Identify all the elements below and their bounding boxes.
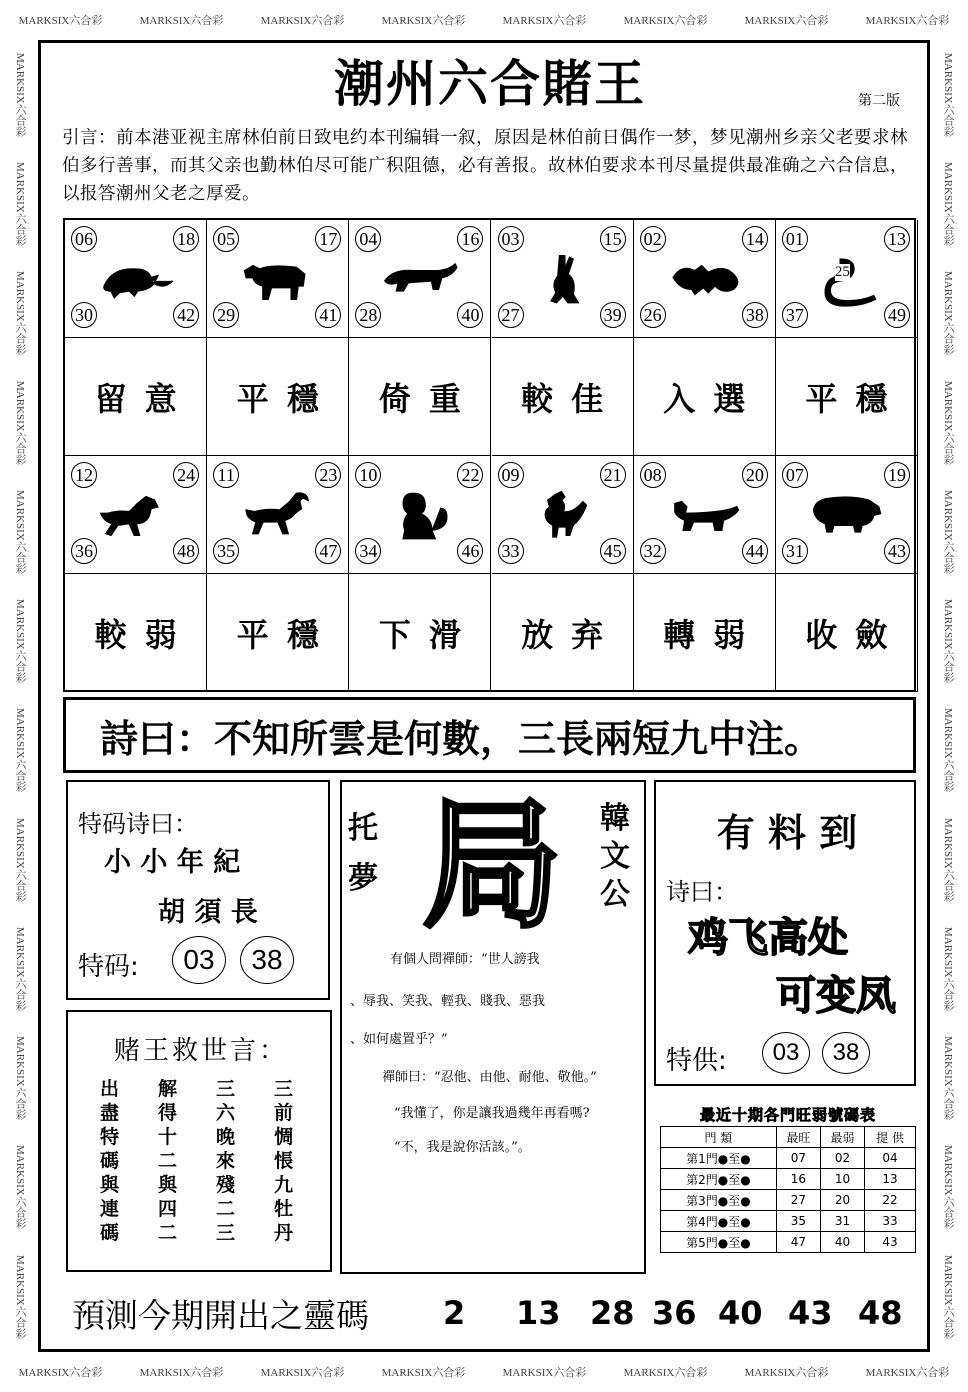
watermark-text: MARKSIX六合彩	[623, 1367, 708, 1379]
zodiac-status: 轉弱	[634, 574, 776, 692]
zodiac-number: 11	[213, 462, 239, 488]
zodiac-number: 31	[782, 538, 808, 564]
zodiac-cell	[492, 220, 634, 338]
saving-words-char: 悵	[274, 1150, 294, 1172]
zodiac-number: 39	[600, 302, 626, 328]
prediction-number: 40	[718, 1294, 763, 1332]
zodiac-number: 14	[742, 226, 768, 252]
history-cell: 10	[820, 1169, 864, 1190]
zodiac-cell	[634, 456, 776, 574]
saving-words-char: 晚	[216, 1126, 236, 1148]
supply-code-ball: 03	[762, 1032, 810, 1074]
history-row	[661, 1190, 916, 1211]
history-row	[661, 1169, 916, 1190]
watermark-text: MARKSIX六合彩	[14, 1145, 26, 1229]
zodiac-cell	[207, 220, 349, 338]
watermark-band-bottom	[0, 1352, 968, 1392]
right-poem-label: 诗曰：	[666, 878, 738, 906]
watermark-text: MARKSIX六合彩	[744, 1367, 829, 1379]
zodiac-number: 01	[782, 226, 808, 252]
center-story-box	[340, 780, 646, 1274]
saving-words-char: 連	[100, 1198, 120, 1220]
zodiac-cell	[207, 456, 349, 574]
watermark-text: MARKSIX六合彩	[502, 15, 587, 27]
saving-words-char: 三	[216, 1078, 236, 1100]
saving-words-char: 與	[100, 1174, 120, 1196]
saving-words-char: 出	[100, 1078, 120, 1100]
saving-words-char: 殘	[216, 1174, 236, 1196]
special-poem-box	[66, 780, 330, 1000]
zodiac-number: 08	[640, 462, 666, 488]
watermark-text: MARKSIX六合彩	[260, 1367, 345, 1379]
prediction-number: 28	[590, 1294, 635, 1332]
zodiac-number: 29	[213, 302, 239, 328]
watermark-text: MARKSIX六合彩	[942, 1145, 954, 1229]
horse-icon	[96, 488, 176, 544]
rabbit-icon	[523, 252, 603, 308]
history-cell: 33	[865, 1211, 916, 1232]
zodiac-cell	[776, 220, 918, 338]
watermark-text: MARKSIX六合彩	[744, 15, 829, 27]
zodiac-number: 36	[71, 538, 97, 564]
history-header: 最旺	[776, 1127, 820, 1148]
watermark-text: MARKSIX六合彩	[942, 1036, 954, 1120]
watermark-text: MARKSIX六合彩	[865, 15, 950, 27]
zodiac-number: 04	[355, 226, 381, 252]
zodiac-number: 23	[315, 462, 341, 488]
saving-words-title: 赌王救世言：	[113, 1036, 288, 1066]
zodiac-number: 37	[782, 302, 808, 328]
zodiac-cell	[349, 220, 491, 338]
saving-words-char: 得	[158, 1102, 178, 1124]
zodiac-number: 40	[457, 302, 483, 328]
prediction-number: 48	[858, 1294, 903, 1332]
history-cell: 第1門●至●	[661, 1148, 777, 1169]
zodiac-number: 17	[315, 226, 341, 252]
watermark-band-left	[0, 40, 40, 1351]
history-header: 提 供	[865, 1127, 916, 1148]
zodiac-status: 較弱	[65, 574, 207, 692]
watermark-text: MARKSIX六合彩	[942, 162, 954, 246]
watermark-text: MARKSIX六合彩	[942, 271, 954, 355]
zodiac-number: 35	[213, 538, 239, 564]
saving-words-char: 二	[158, 1150, 178, 1172]
zodiac-grid	[63, 218, 916, 692]
saving-words-char: 解	[158, 1078, 178, 1100]
watermark-text: MARKSIX六合彩	[14, 489, 26, 574]
zodiac-number: 24	[173, 462, 199, 488]
saving-words-char: 二	[158, 1222, 178, 1244]
zodiac-number: 21	[600, 462, 626, 488]
prediction-number: 2	[443, 1294, 466, 1332]
history-cell: 第4門●至●	[661, 1211, 777, 1232]
zodiac-number: 26	[640, 302, 666, 328]
zodiac-number: 32	[640, 538, 666, 564]
zodiac-status: 入選	[634, 338, 776, 456]
watermark-band-top	[0, 0, 968, 40]
saving-words-char: 來	[216, 1150, 236, 1172]
history-cell: 20	[820, 1190, 864, 1211]
watermark-text: MARKSIX六合彩	[14, 380, 26, 465]
watermark-text: MARKSIX六合彩	[14, 162, 26, 246]
supply-code-ball: 38	[822, 1032, 870, 1074]
right-poem-line2: 可变凤	[776, 973, 896, 1019]
special-code-ball: 03	[172, 936, 226, 984]
history-cell: 07	[776, 1148, 820, 1169]
history-cell: 04	[865, 1148, 916, 1169]
prediction-label: 預測今期開出之靈碼	[72, 1296, 369, 1335]
saving-words-char: 十	[158, 1126, 178, 1148]
zodiac-number: 33	[498, 538, 524, 564]
watermark-text: MARKSIX六合彩	[942, 817, 954, 902]
zodiac-number: 22	[457, 462, 483, 488]
center-right-text: 韓 文 公	[600, 801, 630, 912]
story-line: “不，我是說你活該。”。	[394, 1140, 531, 1155]
special-poem-line2: 胡 須 長	[158, 897, 258, 928]
zodiac-number: 45	[600, 538, 626, 564]
history-cell: 16	[776, 1169, 820, 1190]
watermark-text: MARKSIX六合彩	[942, 1254, 954, 1339]
saving-words-char: 前	[274, 1102, 294, 1124]
zodiac-number: 19	[884, 462, 910, 488]
right-headline: 有 料 到	[716, 811, 858, 855]
zodiac-number: 48	[173, 538, 199, 564]
zodiac-cell	[349, 456, 491, 574]
watermark-text: MARKSIX六合彩	[381, 1367, 466, 1379]
watermark-text: MARKSIX六合彩	[18, 1367, 103, 1379]
zodiac-cell	[634, 220, 776, 338]
history-title: 最近十期各門旺弱號碼表	[699, 1106, 876, 1124]
watermark-text: MARKSIX六合彩	[260, 15, 345, 27]
zodiac-number: 47	[315, 538, 341, 564]
supply-label: 特供:	[666, 1046, 727, 1076]
zodiac-number: 05	[213, 226, 239, 252]
history-header: 門 類	[661, 1127, 777, 1148]
zodiac-number: 03	[498, 226, 524, 252]
prediction-number: 43	[788, 1294, 833, 1332]
watermark-text: MARKSIX六合彩	[942, 599, 954, 683]
zodiac-number: 49	[884, 302, 910, 328]
saving-words-char: 二	[216, 1198, 236, 1220]
zodiac-status: 平穩	[207, 338, 349, 456]
pig-icon	[807, 488, 887, 544]
zodiac-number: 07	[782, 462, 808, 488]
zodiac-number: 34	[355, 538, 381, 564]
watermark-text: MARKSIX六合彩	[14, 599, 26, 683]
watermark-text: MARKSIX六合彩	[942, 52, 954, 137]
zodiac-number: 12	[71, 462, 97, 488]
watermark-text: MARKSIX六合彩	[942, 926, 954, 1011]
zodiac-number: 06	[71, 226, 97, 252]
story-line: “我懂了，你是讓我過幾年再看嗎?	[394, 1106, 590, 1121]
saving-words-char: 惆	[274, 1126, 294, 1148]
history-cell: 13	[865, 1169, 916, 1190]
special-poem-line1: 小 小 年 紀	[104, 847, 241, 878]
zodiac-status: 留意	[65, 338, 207, 456]
right-poem-line1: 鸡飞高处	[688, 915, 848, 961]
watermark-band-right	[928, 40, 968, 1351]
zodiac-status: 平穩	[776, 338, 918, 456]
zodiac-number: 10	[355, 462, 381, 488]
watermark-text: MARKSIX六合彩	[623, 15, 708, 27]
edition-label: 第二版	[858, 93, 900, 109]
zodiac-status: 倚重	[349, 338, 491, 456]
history-cell: 27	[776, 1190, 820, 1211]
history-row	[661, 1232, 916, 1253]
history-table-wrap	[660, 1126, 916, 1253]
zodiac-cell	[65, 220, 207, 338]
monkey-icon	[380, 488, 460, 544]
center-big-char: 局	[422, 784, 563, 948]
history-cell: 22	[865, 1190, 916, 1211]
watermark-text: MARKSIX六合彩	[942, 380, 954, 465]
watermark-text: MARKSIX六合彩	[942, 489, 954, 574]
history-cell: 第3門●至●	[661, 1190, 777, 1211]
zodiac-cell	[776, 456, 918, 574]
special-poem-label: 特码诗曰：	[78, 810, 198, 838]
zodiac-status: 下滑	[349, 574, 491, 692]
story-line: 、辱我、笑我、輕我、賤我、惡我	[350, 994, 546, 1009]
watermark-text: MARKSIX六合彩	[14, 52, 26, 137]
saving-words-char: 碼	[100, 1222, 120, 1244]
history-cell: 35	[776, 1211, 820, 1232]
zodiac-status: 放弃	[492, 574, 634, 692]
zodiac-number: 46	[457, 538, 483, 564]
watermark-text: MARKSIX六合彩	[14, 1036, 26, 1120]
zodiac-extra-number: 25	[834, 264, 850, 280]
watermark-text: MARKSIX六合彩	[14, 926, 26, 1011]
zodiac-number: 13	[884, 226, 910, 252]
zodiac-number: 43	[884, 538, 910, 564]
watermark-text: MARKSIX六合彩	[865, 1367, 950, 1379]
watermark-text: MARKSIX六合彩	[139, 1367, 224, 1379]
saving-words-char: 特	[100, 1126, 120, 1148]
zodiac-number: 42	[173, 302, 199, 328]
saving-words-char: 牡	[274, 1198, 294, 1220]
center-left-text: 托 夢	[348, 811, 378, 896]
zodiac-number: 38	[742, 302, 768, 328]
zodiac-number: 20	[742, 462, 768, 488]
saving-words-char: 與	[158, 1174, 178, 1196]
zodiac-number: 16	[457, 226, 483, 252]
zodiac-status: 平穩	[207, 574, 349, 692]
history-table	[660, 1126, 916, 1253]
history-cell: 43	[865, 1232, 916, 1253]
history-cell: 02	[820, 1148, 864, 1169]
right-poem-box	[654, 780, 916, 1086]
saving-words-char: 丹	[274, 1222, 294, 1244]
saving-words-char: 六	[216, 1102, 236, 1124]
zodiac-cell	[65, 456, 207, 574]
watermark-text: MARKSIX六合彩	[502, 1367, 587, 1379]
special-code-label: 特码:	[78, 952, 139, 982]
saving-words-char: 盡	[100, 1102, 120, 1124]
story-line: 禪師曰：“忍他、由他、耐他、敬他。”	[382, 1070, 597, 1085]
zodiac-number: 02	[640, 226, 666, 252]
zodiac-number: 15	[600, 226, 626, 252]
zodiac-status: 收斂	[776, 574, 918, 692]
watermark-text: MARKSIX六合彩	[942, 708, 954, 792]
watermark-text: MARKSIX六合彩	[14, 708, 26, 792]
history-row	[661, 1148, 916, 1169]
zodiac-number: 27	[498, 302, 524, 328]
ox-icon	[238, 252, 318, 308]
tiger-icon	[380, 252, 460, 308]
zodiac-number: 28	[355, 302, 381, 328]
poem-bar: 詩曰：不知所雲是何數，三長兩短九中注。	[63, 697, 916, 773]
watermark-text: MARKSIX六合彩	[381, 15, 466, 27]
special-code-ball: 38	[240, 936, 294, 984]
watermark-text: MARKSIX六合彩	[14, 817, 26, 902]
prediction-number: 13	[516, 1294, 561, 1332]
saving-words-char: 碼	[100, 1150, 120, 1172]
watermark-text: MARKSIX六合彩	[14, 1254, 26, 1339]
intro-paragraph: 引言：前本港亚视主席林伯前日致电约本刊编辑一叙，原因是林伯前日偶作一梦，梦见潮州乡亲父老要求林伯多行善事，而其父亲也勤林伯尽可能广积阻德，必有善报。故林伯要求本刊尽量提供最准确之六合信息，以报答潮州父老之厚爱。	[62, 128, 908, 204]
history-cell: 40	[820, 1232, 864, 1253]
goat-icon	[238, 488, 318, 544]
zodiac-number: 09	[498, 462, 524, 488]
zodiac-cell	[492, 456, 634, 574]
watermark-text: MARKSIX六合彩	[14, 271, 26, 355]
saving-words-box	[66, 1010, 332, 1272]
history-row	[661, 1211, 916, 1232]
zodiac-number: 18	[173, 226, 199, 252]
watermark-text: MARKSIX六合彩	[18, 15, 103, 27]
history-header: 最弱	[820, 1127, 864, 1148]
zodiac-number: 44	[742, 538, 768, 564]
dragon-icon	[665, 252, 745, 308]
story-line: 、如何處置乎？”	[350, 1032, 448, 1047]
saving-words-char: 四	[158, 1198, 178, 1220]
dog-icon	[665, 488, 745, 544]
saving-words-char: 三	[216, 1222, 236, 1244]
saving-words-char: 三	[274, 1078, 294, 1100]
page-title: 潮州六合賭王	[334, 54, 646, 113]
zodiac-number: 30	[71, 302, 97, 328]
rat-icon	[96, 252, 176, 308]
history-cell: 第5門●至●	[661, 1232, 777, 1253]
history-cell: 31	[820, 1211, 864, 1232]
history-cell: 第2門●至●	[661, 1169, 777, 1190]
prediction-number: 36	[652, 1294, 697, 1332]
watermark-text: MARKSIX六合彩	[139, 15, 224, 27]
zodiac-number: 41	[315, 302, 341, 328]
story-line: 有個人問禪師：“世人謗我	[390, 952, 540, 967]
rooster-icon	[523, 488, 603, 544]
saving-words-char: 九	[274, 1174, 294, 1196]
history-cell: 47	[776, 1232, 820, 1253]
zodiac-status: 較佳	[492, 338, 634, 456]
